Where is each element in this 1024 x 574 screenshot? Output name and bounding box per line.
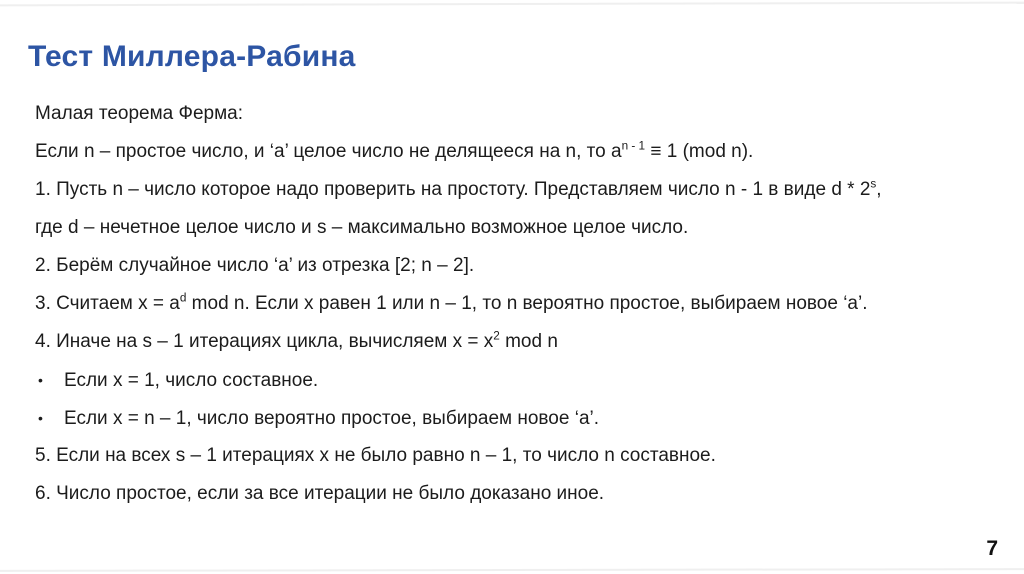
page-number: 7 [986,537,998,560]
text-line: 5. Если на всех s – 1 итерациях x не было равно n – 1, то число n составное. [35,445,716,466]
superscript: n - 1 [621,139,646,153]
body-text [35,95,1016,513]
superscript: 2 [493,329,500,343]
superscript: s [870,177,877,191]
text-line: 3. Считаем $x = a^d$ mod n. Если x равен 1 или n – 1, то n вероятно простое, выбираем новое ‘a’. [35,291,868,314]
text-line: 4. Иначе на s – 1 итерациях цикла, вычисляем $x = x^2$ mod n [35,329,558,352]
text-line: где d – нечетное целое число и s – максимально возможное целое число. [35,217,689,238]
slide-title: Тест Миллера-Рабина [28,40,356,73]
superscript: d [179,291,187,305]
text-line: 6. Число простое, если за все итерации не было доказано иное. [35,483,605,504]
top-accent-line [0,2,1024,7]
text-line: Малая теорема Ферма: [35,103,243,124]
bullet-line: • Если x = n – 1, число вероятно простое, выбираем новое ‘a’. [35,399,1016,437]
text-line: Если n – простое число, и ‘a’ целое число не делящееся на n, то $a^{n - 1} \equiv 1$ (mod n). [35,139,754,162]
bullet-line: • Если x = 1, число составное. [35,361,1016,399]
bullet-icon: • [38,410,43,426]
bullet-icon: • [38,372,43,388]
text-line: 2. Берём случайное число ‘a’ из отрезка [2; n – 2]. [35,255,475,276]
bottom-accent-line [0,568,1024,572]
text-line: 1. Пусть n – число которое надо проверить на простоту. Представляем число n - 1 в виде d * 2$^s$, [35,177,882,200]
